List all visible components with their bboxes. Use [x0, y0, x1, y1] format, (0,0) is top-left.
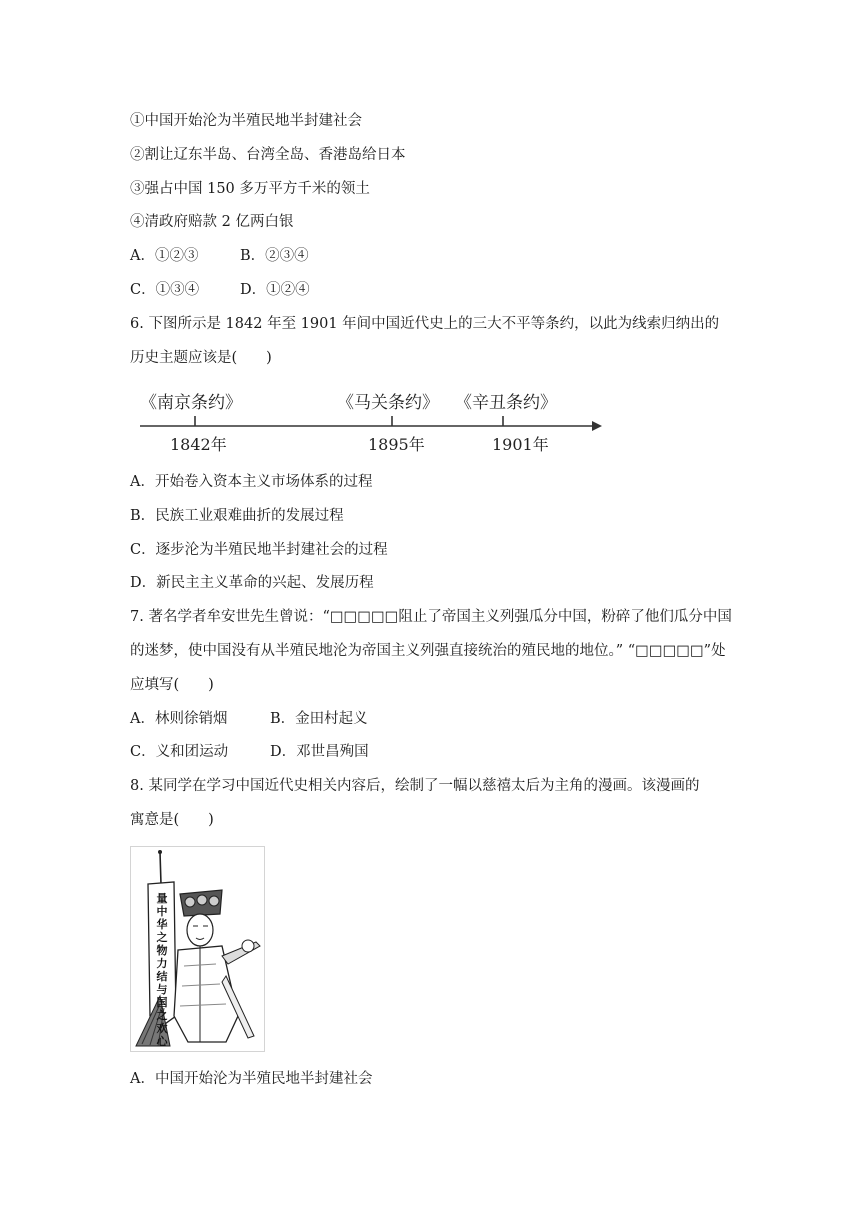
- q6-stem-line-2: 历史主题应该是( ): [130, 350, 272, 366]
- q6-option-b[interactable]: B．民族工业艰难曲折的发展过程: [130, 508, 344, 524]
- q6-stem-line-1: 6. 下图所示是 1842 年至 1901 年间中国近代史上的三大不平等条约，以此为线索归纳出的: [130, 316, 720, 332]
- q7-stem-line-1: 7. 著名学者牟安世先生曾说：“□□□□□阻止了帝国主义列强瓜分中国，粉碎了他们瓜分中国: [130, 609, 732, 625]
- q7-options-row-1: [130, 709, 368, 729]
- q8-stem-line-2: 寓意是( ): [130, 812, 214, 828]
- q5-options-row-1: [130, 246, 309, 266]
- q6-option-d[interactable]: D．新民主主义革命的兴起、发展历程: [130, 575, 374, 591]
- q7-stem-line-2: 的迷梦，使中国没有从半殖民地沦为帝国主义列强直接统治的殖民地的地位。” “□□□□□”处: [130, 643, 726, 659]
- cartoon-banner-text: 量中华之物力结与国之欢心: [156, 892, 168, 1048]
- q5-statement-2: ②割让辽东半岛、台湾全岛、香港岛给日本: [130, 147, 406, 163]
- treaty-maguan: 《马关条约》: [337, 393, 439, 413]
- timeline-arrowhead: [592, 421, 602, 431]
- q5-option-b[interactable]: B．②③④: [240, 248, 309, 264]
- q5-option-c[interactable]: C．①③④: [130, 282, 200, 298]
- q7-option-c[interactable]: C．义和团运动: [130, 744, 229, 760]
- q5-option-d[interactable]: D．①②④: [240, 282, 310, 298]
- q7-option-b[interactable]: B．金田村起义: [270, 711, 368, 727]
- q8-option-a[interactable]: A．中国开始沦为半殖民地半封建社会: [130, 1071, 373, 1087]
- cartoon-drawing: [130, 846, 265, 1052]
- q7-options-row-2: [130, 742, 369, 762]
- q5-statement-1: ①中国开始沦为半殖民地半封建社会: [130, 113, 362, 129]
- q8-stem-line-1: 8. 某同学在学习中国近代史相关内容后，绘制了一幅以慈禧太后为主角的漫画。该漫画的: [130, 778, 700, 794]
- year-1895: 1895年: [368, 435, 425, 454]
- q5-option-a[interactable]: A．①②③: [130, 248, 199, 264]
- q5-statement-3: ③强占中国 150 多万平方千米的领土: [130, 181, 370, 197]
- treaty-timeline: [140, 380, 610, 460]
- year-1901: 1901年: [492, 435, 549, 454]
- q5-options-row-2: [130, 280, 310, 300]
- treaty-nanjing: 《南京条约》: [140, 393, 242, 413]
- q7-option-a[interactable]: A．林则徐销烟: [130, 711, 228, 727]
- q5-statement-4: ④清政府赔款 2 亿两白银: [130, 214, 294, 230]
- q7-stem-line-3: 应填写( ): [130, 677, 214, 693]
- treaty-xinchou: 《辛丑条约》: [455, 393, 557, 413]
- q7-option-d[interactable]: D．邓世昌殉国: [270, 744, 369, 760]
- q6-option-c[interactable]: C．逐步沦为半殖民地半封建社会的过程: [130, 542, 388, 558]
- q6-option-a[interactable]: A．开始卷入资本主义市场体系的过程: [130, 474, 373, 490]
- year-1842: 1842年: [170, 435, 227, 454]
- cixi-cartoon-image: [130, 846, 265, 1052]
